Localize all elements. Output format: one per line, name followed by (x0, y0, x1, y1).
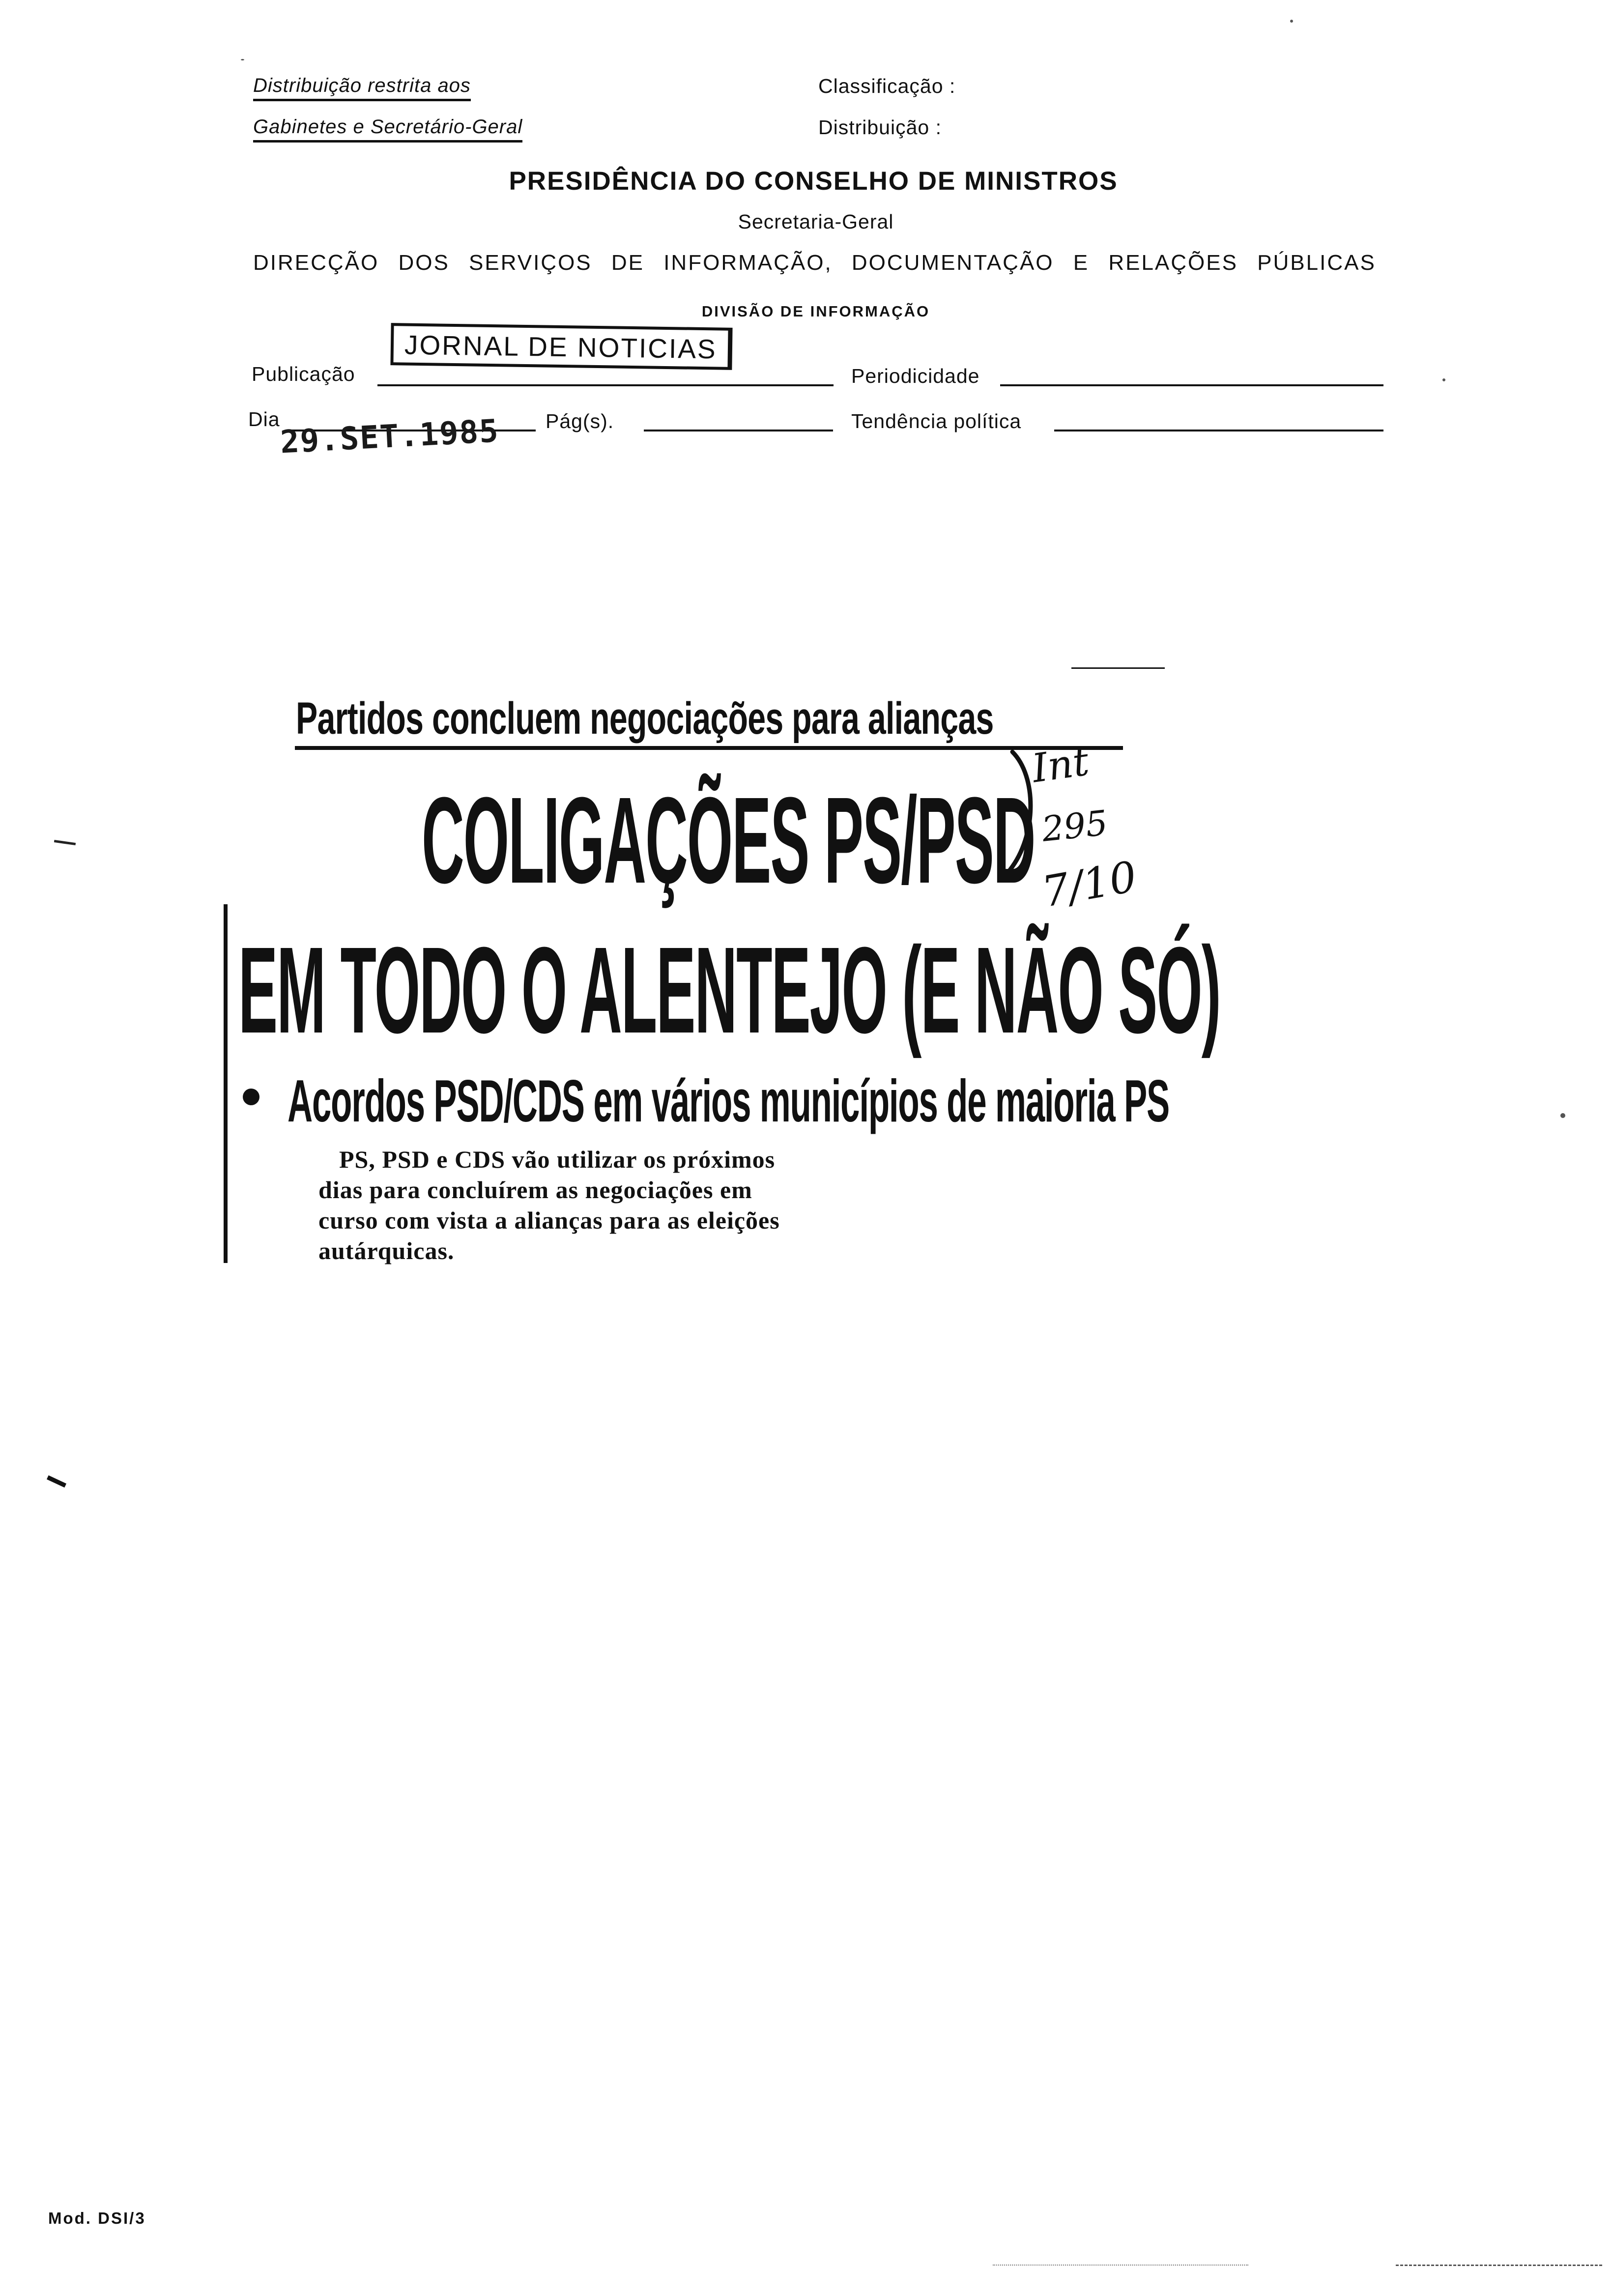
subhead-bullet-icon (243, 1089, 259, 1105)
clipping-top-edge (1071, 667, 1165, 669)
headline-line1: COLIGAÇÕES PS/PSD (422, 772, 1035, 909)
handwritten-note-3: 7/10 (1038, 852, 1141, 918)
scan-mark (54, 840, 76, 845)
clipping-subhead: Acordos PSD/CDS em vários municípios de maioria PS (288, 1067, 1170, 1134)
pages-field-line (644, 430, 833, 431)
form-model-code: Mod. DSI/3 (48, 2209, 146, 2227)
lead-line-4: autárquicas. (318, 1237, 455, 1264)
division-name: DIVISÃO DE INFORMAÇÃO (701, 303, 930, 320)
scan-speck (1442, 378, 1445, 381)
pages-label: Pág(s). (546, 410, 614, 432)
handwritten-note-1: Int (1029, 738, 1092, 792)
kicker-underline (295, 746, 1123, 750)
handwritten-note-2: 295 (1040, 803, 1110, 850)
handwritten-bracket-icon (1003, 747, 1047, 875)
publication-stamp: JORNAL DE NOTICIAS (390, 323, 732, 370)
scan-speck (241, 59, 244, 60)
org-title: PRESIDÊNCIA DO CONSELHO DE MINISTROS (509, 167, 1118, 196)
headline-line2: EM TODO O ALENTEJO (E NÃO SÓ) (238, 921, 1220, 1059)
classification-label: Classificação : (818, 75, 956, 97)
distribution-restriction-line2: Gabinetes e Secretário-Geral (253, 116, 522, 143)
date-stamp: 29.SET.1985 (279, 413, 500, 461)
scan-mark (47, 1475, 66, 1488)
publication-field-line (377, 384, 834, 386)
tendency-label: Tendência política (851, 410, 1022, 432)
distribution-restriction-line1: Distribuição restrita aos (253, 75, 471, 101)
scan-speck (1560, 1113, 1565, 1118)
org-subtitle: Secretaria-Geral (738, 210, 894, 233)
clipping-kicker: Partidos concluem negociações para alianças (296, 693, 994, 744)
lead-line-1: PS, PSD e CDS vão utilizar os próximos (339, 1146, 776, 1173)
lead-line-3: curso com vista a alianças para as eleições (318, 1206, 780, 1234)
clipping-left-edge (224, 904, 232, 1263)
periodicity-field-line (1000, 384, 1383, 386)
tendency-field-line (1054, 430, 1383, 431)
distribution-label: Distribuição : (818, 116, 942, 139)
periodicity-label: Periodicidade (851, 365, 980, 387)
publication-label: Publicação (252, 363, 355, 385)
scan-mark (993, 2265, 1248, 2266)
scan-mark (1396, 2265, 1602, 2266)
lead-line-2: dias para concluírem as negociações em (318, 1176, 752, 1204)
day-label: Dia (248, 408, 280, 430)
department-name: DIRECÇÃO DOS SERVIÇOS DE INFORMAÇÃO, DOCUMENTAÇÃO E RELAÇÕES PÚBLICAS (253, 251, 1376, 275)
scan-speck (1290, 20, 1293, 23)
